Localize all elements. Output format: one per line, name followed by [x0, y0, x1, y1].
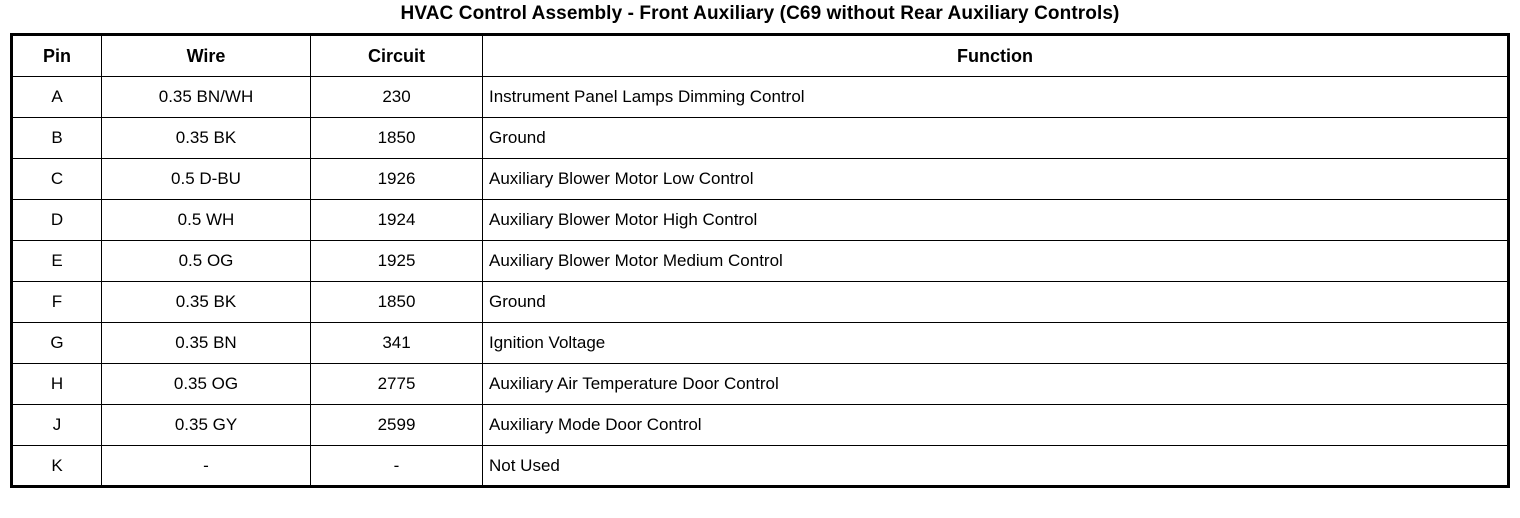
table-row: [12, 159, 1509, 200]
column-header-wire: Wire: [102, 35, 311, 77]
table-cell-function: Ground: [483, 118, 1509, 159]
table-cell-function: Instrument Panel Lamps Dimming Control: [483, 77, 1509, 118]
table-cell-wire: 0.35 GY: [102, 405, 311, 446]
table-cell-pin: G: [12, 323, 102, 364]
table-cell-wire: 0.35 BN: [102, 323, 311, 364]
table-cell-circuit: 230: [311, 77, 483, 118]
table-header: [12, 35, 1509, 77]
table-row: [12, 77, 1509, 118]
table-cell-pin: K: [12, 446, 102, 487]
table-cell-circuit: 1925: [311, 241, 483, 282]
table-cell-function: Auxiliary Air Temperature Door Control: [483, 364, 1509, 405]
table-cell-function: Auxiliary Blower Motor High Control: [483, 200, 1509, 241]
table-cell-wire: 0.5 OG: [102, 241, 311, 282]
table-header-row: [12, 35, 1509, 77]
column-header-circuit: Circuit: [311, 35, 483, 77]
table-cell-circuit: 341: [311, 323, 483, 364]
table-cell-function: Not Used: [483, 446, 1509, 487]
table-row: [12, 118, 1509, 159]
table-cell-circuit: 1850: [311, 118, 483, 159]
table-row: [12, 282, 1509, 323]
table-cell-pin: C: [12, 159, 102, 200]
table-body: [12, 77, 1509, 487]
table-row: [12, 364, 1509, 405]
table-cell-pin: E: [12, 241, 102, 282]
table-cell-wire: 0.35 BN/WH: [102, 77, 311, 118]
table-cell-circuit: 1924: [311, 200, 483, 241]
table-cell-circuit: 1850: [311, 282, 483, 323]
column-header-function: Function: [483, 35, 1509, 77]
table-row: [12, 241, 1509, 282]
table-cell-circuit: 2599: [311, 405, 483, 446]
pin-assignment-table: [10, 33, 1510, 488]
table-row: [12, 446, 1509, 487]
table-cell-pin: D: [12, 200, 102, 241]
table-cell-pin: B: [12, 118, 102, 159]
column-header-pin: Pin: [12, 35, 102, 77]
table-cell-wire: 0.35 BK: [102, 118, 311, 159]
table-container: [0, 33, 1520, 488]
table-cell-pin: J: [12, 405, 102, 446]
table-cell-wire: 0.35 OG: [102, 364, 311, 405]
table-cell-function: Ground: [483, 282, 1509, 323]
table-cell-function: Auxiliary Blower Motor Medium Control: [483, 241, 1509, 282]
table-cell-circuit: -: [311, 446, 483, 487]
page-title: HVAC Control Assembly - Front Auxiliary (C69 without Rear Auxiliary Controls): [400, 3, 1120, 24]
table-cell-function: Ignition Voltage: [483, 323, 1509, 364]
table-cell-pin: H: [12, 364, 102, 405]
table-cell-wire: -: [102, 446, 311, 487]
table-cell-circuit: 2775: [311, 364, 483, 405]
table-cell-pin: F: [12, 282, 102, 323]
table-cell-circuit: 1926: [311, 159, 483, 200]
table-cell-wire: 0.5 D-BU: [102, 159, 311, 200]
table-row: [12, 405, 1509, 446]
table-cell-pin: A: [12, 77, 102, 118]
table-row: [12, 323, 1509, 364]
table-cell-function: Auxiliary Mode Door Control: [483, 405, 1509, 446]
table-cell-wire: 0.5 WH: [102, 200, 311, 241]
table-row: [12, 200, 1509, 241]
table-cell-function: Auxiliary Blower Motor Low Control: [483, 159, 1509, 200]
table-cell-wire: 0.35 BK: [102, 282, 311, 323]
